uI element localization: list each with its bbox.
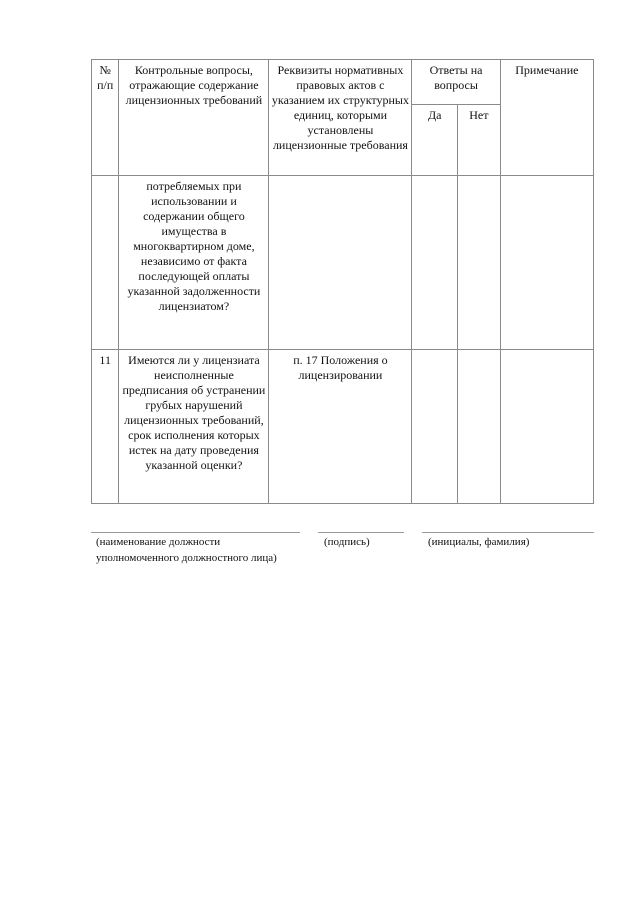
name-signature-line — [422, 532, 594, 533]
header-yes: Да — [412, 105, 458, 176]
header-answers: Ответы на вопросы — [412, 60, 500, 105]
row-requisites: п. 17 Положения о лицензировании — [269, 350, 412, 504]
table-row — [92, 350, 594, 504]
row-note — [500, 350, 593, 504]
signature-label: (подпись) — [324, 536, 370, 548]
table-row — [92, 176, 594, 350]
position-label-line2: уполномоченного должностного лица) — [96, 552, 277, 564]
row-yes — [412, 350, 458, 504]
checklist-table — [91, 59, 594, 504]
position-label-line1: (наименование должности — [96, 536, 221, 548]
position-label — [96, 534, 277, 566]
header-question: Контрольные вопросы, отражающие содержание лицензионных требований — [119, 60, 269, 176]
row-yes — [412, 176, 458, 350]
table-header-row — [92, 60, 594, 105]
position-signature-line — [91, 532, 300, 533]
header-requisites: Реквизиты нормативных правовых актов с указанием их структурных единиц, которыми установлены лицензионные требования — [269, 60, 412, 176]
header-no: Нет — [458, 105, 501, 176]
header-num: № п/п — [92, 60, 119, 176]
row-no — [458, 176, 501, 350]
row-note — [500, 176, 593, 350]
row-requisites — [269, 176, 412, 350]
header-note: Примечание — [500, 60, 593, 176]
row-question: Имеются ли у лицензиата неисполненные предписания об устранении грубых нарушений лицензионных требований, срок исполнения которых истек на дату проведения указанной оценки? — [119, 350, 269, 504]
row-num: 11 — [92, 350, 119, 504]
signature-line — [318, 532, 404, 533]
row-num — [92, 176, 119, 350]
row-no — [458, 350, 501, 504]
name-label: (инициалы, фамилия) — [428, 536, 530, 548]
row-question: потребляемых при использовании и содержании общего имущества в многоквартирном доме, независимо от факта последующей оплаты указанной задолженности лицензиатом? — [119, 176, 269, 350]
